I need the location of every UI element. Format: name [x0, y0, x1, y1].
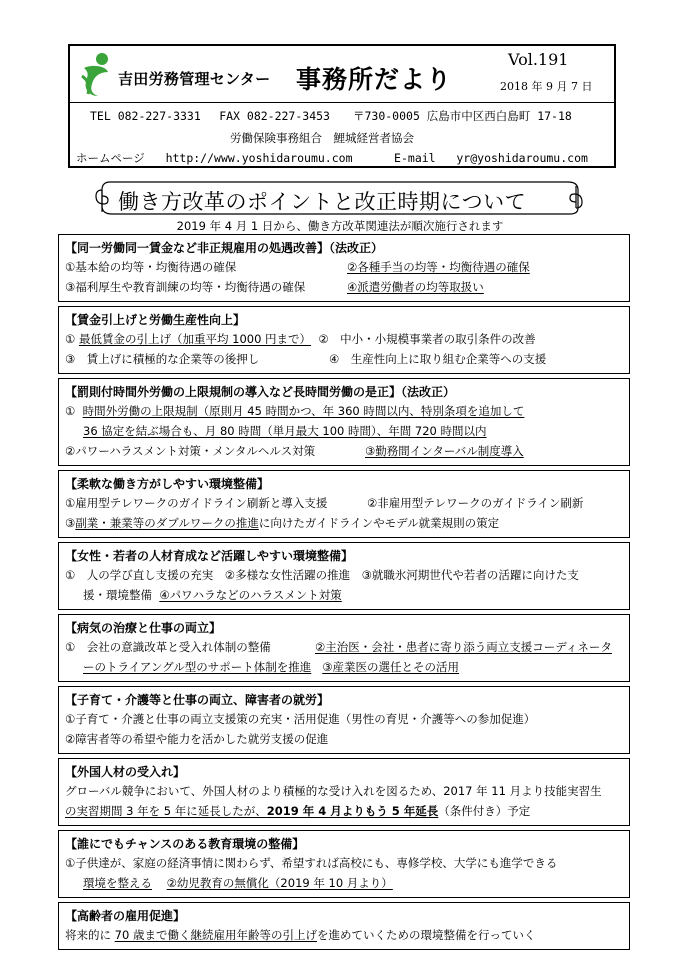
associations-line: 労働保険事務組合 鯉城経営者協会 [230, 131, 414, 145]
section-line [65, 873, 621, 893]
section-line [65, 349, 621, 369]
list-item: ②幼児教育の無償化（2019 年 10 月より） [166, 876, 393, 890]
email-label: E-mail [394, 151, 436, 165]
newsletter-title: 事務所だより [296, 65, 453, 94]
section-line [65, 657, 621, 677]
list-item: ① 会社の意識改革と受入れ体制の整備 [65, 640, 271, 654]
list-item: ①子育て・介護と仕事の両立支援策の充実・活用促進（男性の育児・介護等への参加促進） [65, 712, 536, 726]
list-item: ①基本給の均等・均衡待遇の確保 [65, 260, 237, 274]
list-item: ②各種手当の均等・均衡待遇の確保 [347, 260, 530, 274]
section-line [65, 925, 621, 945]
section-line [65, 853, 621, 873]
list-item: 将来的に [65, 928, 111, 942]
list-item: ① 人の学び直し支援の充実 ②多様な女性活躍の推進 ③就職氷河期世代や若者の活躍に向けた支 [65, 568, 579, 582]
list-item: ④パワハラなどのハラスメント対策 [159, 588, 342, 602]
section-line [65, 709, 621, 729]
section-wages [58, 306, 630, 374]
section-title: 【罰則付時間外労働の上限規制の導入など長時間労働の是正】（法改正） [65, 385, 456, 399]
section-line [65, 565, 621, 585]
section-elderly-employment [58, 902, 630, 950]
list-item: 援・環境整備 [83, 588, 152, 602]
section-line [65, 329, 621, 349]
section-title: 【子育て・介護等と仕事の両立、障害者の就労】 [65, 693, 330, 707]
list-item: ①雇用型テレワークのガイドライン刷新と導入支援 [65, 496, 328, 510]
section-title: 【同一労働同一賃金など非正規雇用の処遇改善】（法改正） [65, 241, 384, 255]
list-item: ーのトライアングル型のサポート体制を推進 [83, 660, 312, 674]
section-title: 【女性・若者の人材育成など活躍しやすい環境整備】 [65, 549, 354, 563]
section-line [65, 801, 621, 821]
section-title: 【外国人材の受入れ】 [65, 765, 186, 779]
section-title: 【賃金引上げと労働生産性向上】 [65, 313, 246, 327]
list-item: 環境を整える [83, 876, 152, 890]
list-item: ②障害者等の希望や能力を活かした就労支援の促進 [65, 732, 329, 746]
section-line [65, 781, 621, 801]
list-item: ③産業医の選任とその活用 [322, 660, 460, 674]
list-item: 70 歳まで働く継続雇用年齢等の引上げ [114, 928, 317, 942]
homepage-url[interactable]: http://www.yoshidaroumu.com [165, 151, 353, 165]
section-foreign-workers [58, 758, 630, 826]
list-item: ① [65, 332, 76, 346]
section-line [65, 421, 621, 441]
list-item: ④ 生産性向上に取り組む企業等への支援 [329, 352, 547, 366]
section-flexible-work [58, 470, 630, 538]
header-top [70, 46, 614, 103]
section-line [65, 277, 621, 297]
section-equal-pay [58, 234, 630, 302]
section-line [65, 493, 621, 513]
list-item: ②主治医・会社・患者に寄り添う両立支援コーディネータ [315, 640, 612, 654]
list-item: ②非雇用型テレワークのガイドライン刷新 [367, 496, 584, 510]
list-item: ①子供達が、家庭の経済事情に関わらず、希望すれば高校にも、専修学校、大学にも進学できる [65, 856, 558, 870]
section-overtime [58, 378, 630, 466]
sections-list [58, 234, 630, 954]
section-title: 【誰にでもチャンスのある教育環境の整備】 [65, 837, 305, 851]
logo-icon [78, 50, 118, 98]
list-item: ③ 賃上げに積極的な企業等の後押し [65, 352, 260, 366]
list-item: ③勤務間インターバル制度導入 [365, 444, 524, 458]
list-item: ③福利厚生や教育訓練の均等・均衡待遇の確保 [65, 280, 306, 294]
list-item: 2019 年 4 月よりもう 5 年延長 [266, 804, 439, 818]
section-title: 【柔軟な働き方がしやすい環境整備】 [65, 477, 270, 491]
homepage-label: ホームページ [76, 151, 145, 165]
list-item: グローバル競争において、外国人材のより積極的な受け入れを図るため、2017 年 11 月より技能実習生 [65, 784, 602, 798]
volume-number: Vol.191 [508, 50, 569, 69]
section-line [65, 513, 621, 533]
list-item: ④派遣労働者の均等取扱い [347, 280, 484, 294]
banner-subtitle: 2019 年 4 月 1 日から、働き方改革関連法が順次施行されます [176, 219, 504, 233]
section-line [65, 257, 621, 277]
web-line [76, 150, 588, 166]
section-line [65, 637, 621, 657]
office-name: 吉田労務管理センター [118, 70, 271, 88]
section-line [65, 441, 621, 461]
contact-line: TEL 082-227-3331 FAX 082-227-3453 〒730-0005 広島市中区西白島町 17-18 [90, 109, 572, 123]
section-line [65, 401, 621, 421]
section-illness-work [58, 614, 630, 682]
list-item: 36 協定を結ぶ場合も、月 80 時間（単月最大 100 時間）、年間 720 時間以内 [83, 424, 487, 438]
list-item: （加重平均 1000 円まで） [170, 332, 312, 346]
section-women-youth [58, 542, 630, 610]
section-childcare-disability [58, 686, 630, 754]
issue-date: 2018 年 9 月 7 日 [500, 80, 593, 93]
section-title: 【高齢者の雇用促進】 [65, 909, 186, 923]
list-item: の実習期間 3 年を 5 年に延長したが、 [65, 804, 267, 818]
list-item: 最低賃金の引上げ [78, 332, 171, 346]
list-item: ① [65, 404, 76, 418]
list-item: ③ [65, 516, 76, 530]
section-education [58, 830, 630, 898]
list-item: ②パワーハラスメント対策・メンタルヘルス対策 [65, 444, 316, 458]
list-item: ② 中小・小規模事業者の取引条件の改善 [318, 332, 536, 346]
list-item: 時間外労働の上限規制（原則月 45 時間かつ、年 360 時間以内、特別条項を追加して [82, 404, 525, 418]
header-box [68, 44, 616, 168]
section-line [65, 585, 621, 605]
list-item: 副業・兼業等のダブルワークの推進 [75, 516, 259, 530]
email-address[interactable]: yr@yoshidaroumu.com [456, 151, 588, 165]
list-item: に向けたガイドラインやモデル就業規則の策定 [258, 516, 500, 530]
banner-title: 働き方改革のポイントと改正時期について [118, 190, 527, 214]
list-item: を進めていくための環境整備を行っていく [316, 928, 536, 942]
section-title: 【病気の治療と仕事の両立】 [65, 621, 222, 635]
section-line [65, 729, 621, 749]
list-item: （条件付き）予定 [438, 804, 531, 818]
